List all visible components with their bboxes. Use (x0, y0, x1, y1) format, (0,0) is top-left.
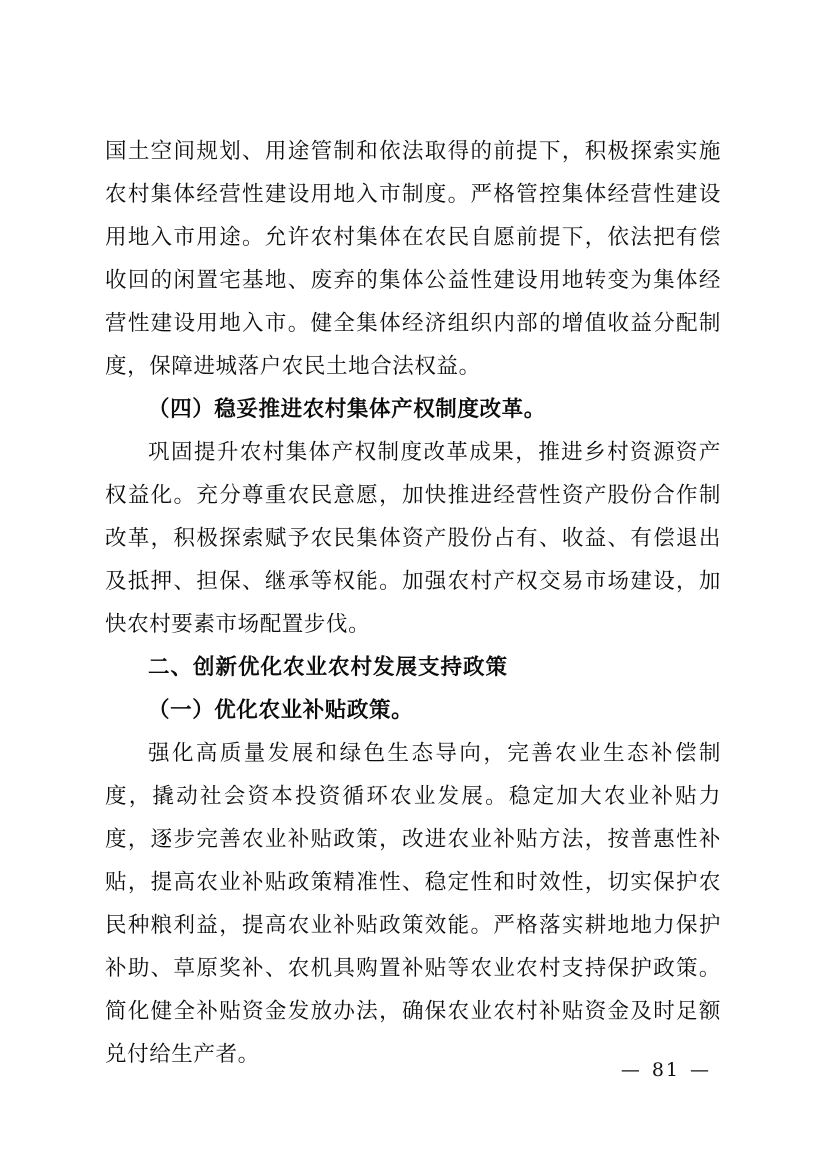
paragraph-continuation: 国土空间规划、用途管制和依法取得的前提下，积极探索实施农村集体经营性建设用地入市制度。严格管控集体经营性建设用地入市用途。允许农村集体在农民自愿前提下，依法把有偿收回的闲置宅基地、废弃的集体公益性建设用地转变为集体经营性建设用地入市。健全集体经济组织内部的增值收益分配制度，保障进城落户农民土地合法权益。 (105, 139, 721, 379)
document-body (105, 130, 721, 1076)
paragraph-collective-property-reform: 巩固提升农村集体产权制度改革成果，推进乡村资源资产权益化。充分尊重农民意愿，加快推进经营性资产股份合作制改革，积极探索赋予农民集体资产股份占有、收益、有偿退出及抵押、担保、继承等权能。加强农村产权交易市场建设，加快农村要素市场配置步伐。 (105, 440, 721, 637)
paragraph-agricultural-subsidy-policy: 强化高质量发展和绿色生态导向，完善农业生态补偿制度，撬动社会资本投资循环农业发展。稳定加大农业补贴力度，逐步完善农业补贴政策，改进农业补贴方法，按普惠性补贴，提高农业补贴政策精准性、稳定性和时效性，切实保护农民种粮利益，提高农业补贴政策效能。严格落实耕地地力保护补助、草原奖补、农机具购置补贴等农业农村支持保护政策。简化健全补贴资金发放办法，确保农业农村补贴资金及时足额兑付给生产者。 (105, 741, 721, 1067)
subheading-section-1-4: （四）稳妥推进农村集体产权制度改革。 (148, 397, 546, 422)
footer-dash-right: — (690, 1059, 711, 1081)
subheading-section-2-1: （一）优化农业补贴政策。 (148, 698, 414, 723)
heading-section-2: 二、创新优化农业农村发展支持政策 (148, 655, 509, 680)
footer-dash-left: — (620, 1059, 642, 1081)
page-number: 81 (651, 1059, 680, 1081)
page-footer (0, 1059, 721, 1081)
